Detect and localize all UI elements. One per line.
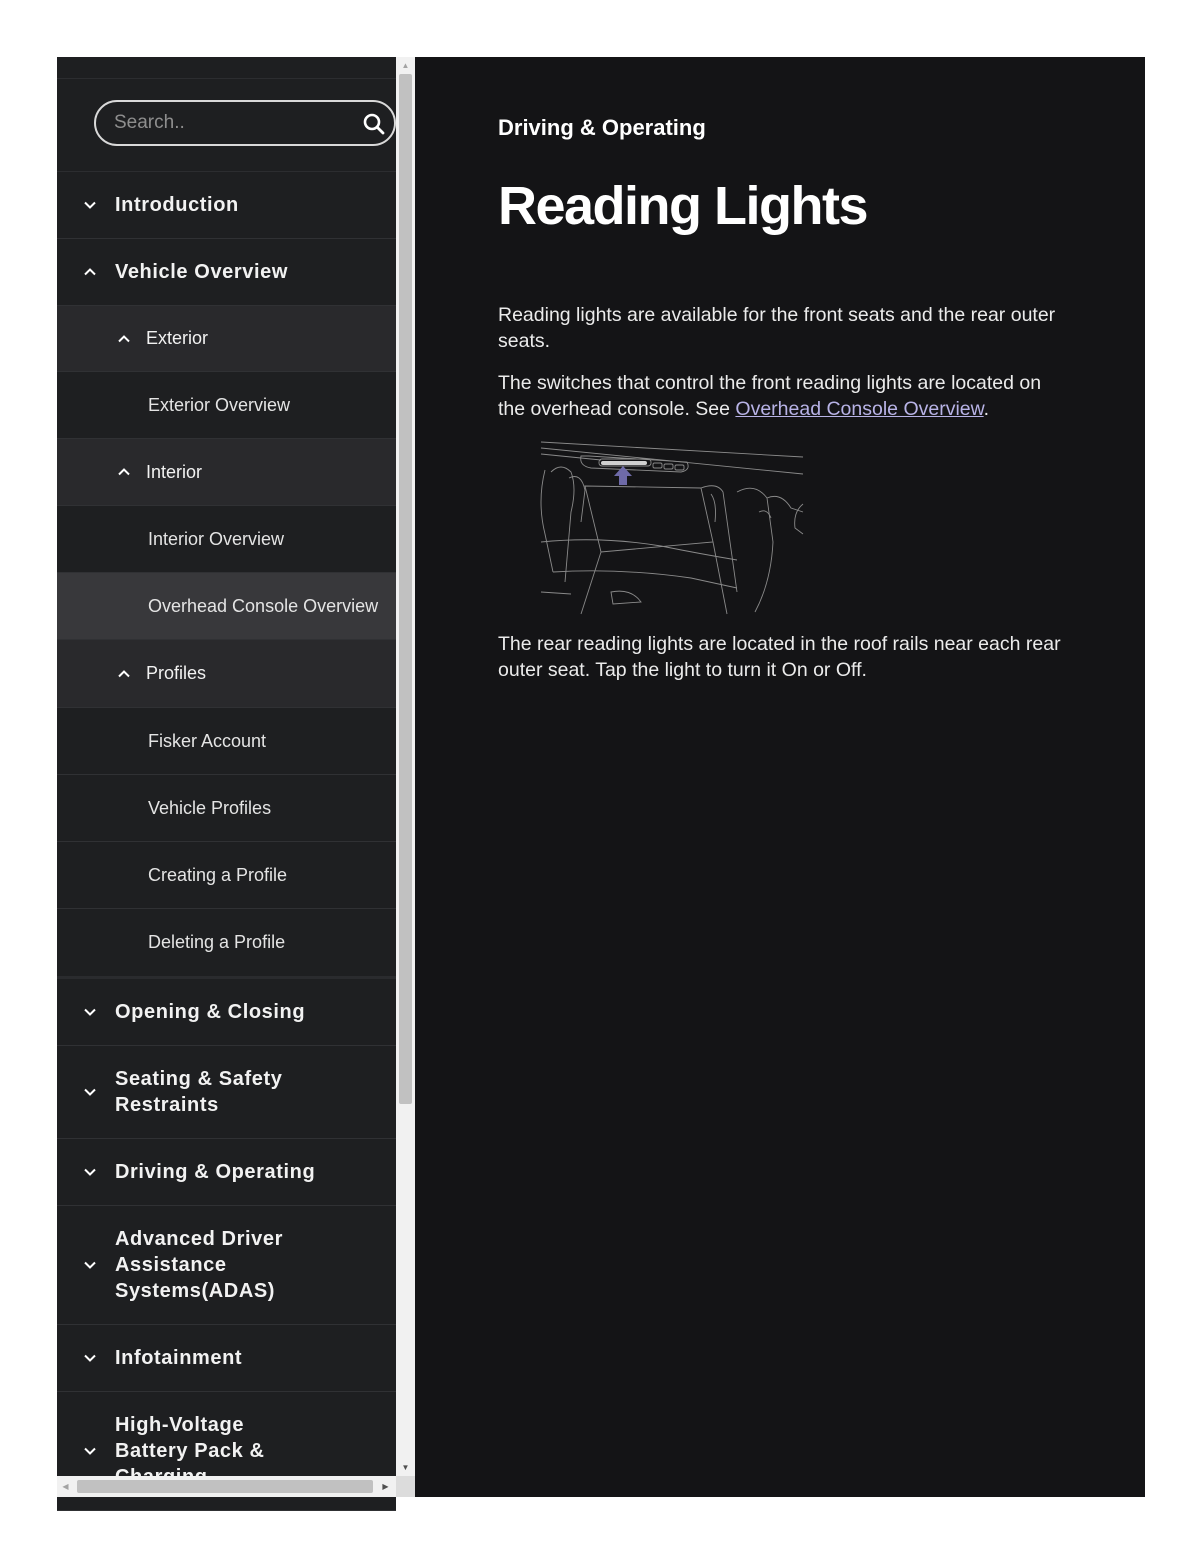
sidebar-item-overhead-console-overview[interactable] — [57, 573, 396, 640]
sidebar-nav — [57, 57, 396, 1476]
main-content — [415, 57, 1145, 1497]
chevron-down-icon — [83, 1444, 97, 1458]
search-icon[interactable] — [362, 112, 386, 136]
sidebar-item-label: Interior Overview — [148, 528, 285, 549]
sidebar-item-infotainment[interactable] — [57, 1325, 396, 1392]
sidebar-item-label: Exterior — [146, 328, 209, 348]
scrollbar-corner — [396, 1476, 415, 1497]
sidebar-item-label: Vehicle Overview — [115, 261, 289, 283]
sidebar-item-seating-safety-restraints[interactable] — [57, 1046, 396, 1139]
paragraph-switches — [498, 370, 1073, 422]
sidebar-item-creating-a-profile[interactable] — [57, 842, 396, 909]
sidebar-item-deleting-a-profile[interactable] — [57, 909, 396, 979]
sidebar-item-vehicle-overview[interactable] — [57, 239, 396, 306]
sidebar-item-exterior[interactable] — [57, 306, 396, 372]
sidebar-item-introduction[interactable] — [57, 172, 396, 239]
paragraph-end: . — [983, 398, 990, 420]
scroll-left-arrow-icon[interactable]: ◀ — [62, 1482, 69, 1491]
sidebar-item-label: Introduction — [115, 194, 239, 216]
sidebar — [57, 57, 415, 1497]
sidebar-item-label: Vehicle Profiles — [148, 797, 272, 818]
chevron-down-icon — [83, 1351, 97, 1365]
scroll-right-arrow-icon[interactable]: ▶ — [382, 1482, 389, 1491]
sidebar-item-exterior-overview[interactable] — [57, 372, 396, 439]
sidebar-item-label: Overhead Console Overview — [148, 595, 379, 616]
chevron-down-icon — [83, 198, 97, 212]
sidebar-item-label: Interior — [146, 461, 203, 482]
sidebar-item-label: Opening & Closing — [115, 1001, 306, 1023]
sidebar-item-opening-closing[interactable] — [57, 979, 396, 1046]
overhead-console-illustration — [541, 442, 806, 614]
sidebar-item-adas[interactable] — [57, 1206, 396, 1325]
sidebar-item-interior[interactable] — [57, 439, 396, 506]
app-frame — [57, 57, 1145, 1497]
search-box[interactable] — [94, 100, 396, 146]
sidebar-item-profiles[interactable] — [57, 640, 396, 708]
sidebar-horizontal-scrollbar[interactable] — [57, 1476, 396, 1497]
search-input[interactable] — [114, 112, 344, 134]
sidebar-item-label: Profiles — [146, 663, 207, 683]
chevron-down-icon — [83, 1258, 97, 1272]
scrollbar-thumb[interactable] — [77, 1480, 373, 1493]
sidebar-item-fisker-account[interactable] — [57, 708, 396, 775]
sidebar-item-label: Driving & Operating — [115, 1161, 316, 1183]
chevron-up-icon — [117, 465, 131, 479]
sidebar-item-label: Seating & Safety Restraints — [115, 1068, 283, 1116]
scroll-up-arrow-icon[interactable]: ▲ — [401, 61, 410, 70]
chevron-down-icon — [83, 1165, 97, 1179]
overhead-console-overview-link[interactable]: Overhead Console Overview — [735, 398, 984, 420]
chevron-up-icon — [117, 667, 131, 681]
sidebar-item-label: Creating a Profile — [148, 864, 288, 885]
sidebar-item-label: High-Voltage Battery Pack & — [115, 1414, 265, 1462]
chevron-up-icon — [83, 265, 97, 279]
sidebar-vertical-scrollbar[interactable] — [396, 57, 415, 1476]
paragraph-rear-lights: The rear reading lights are located in the roof rails near each rear outer seat. Tap the light to turn it On or Off. — [498, 633, 1061, 681]
paragraph-text: The switches that control the front reading lights are located on the overhead console. See — [498, 372, 1042, 420]
sidebar-item-interior-overview[interactable] — [57, 506, 396, 573]
sidebar-item-label: Advanced Driver Assistance Systems(ADAS) — [115, 1228, 283, 1302]
scroll-down-arrow-icon[interactable]: ▼ — [401, 1463, 410, 1472]
paragraph-front-seats: Reading lights are available for the front seats and the rear outer seats. — [498, 304, 1056, 352]
sidebar-item-label: Deleting a Profile — [148, 932, 286, 952]
sidebar-item-vehicle-profiles[interactable] — [57, 775, 396, 842]
sidebar-item-driving-operating[interactable] — [57, 1139, 396, 1206]
sidebar-item-label: Infotainment — [115, 1347, 243, 1369]
chevron-down-icon — [83, 1085, 97, 1099]
page-title: Reading Lights — [498, 176, 867, 236]
chevron-down-icon — [83, 1005, 97, 1019]
section-title: Driving & Operating — [498, 115, 706, 140]
chevron-up-icon — [117, 332, 131, 346]
divider — [57, 57, 396, 79]
search-area — [57, 79, 396, 172]
sidebar-item-label: Fisker Account — [148, 730, 267, 751]
scrollbar-thumb[interactable] — [399, 74, 412, 1104]
sidebar-item-label: Exterior Overview — [148, 394, 291, 415]
